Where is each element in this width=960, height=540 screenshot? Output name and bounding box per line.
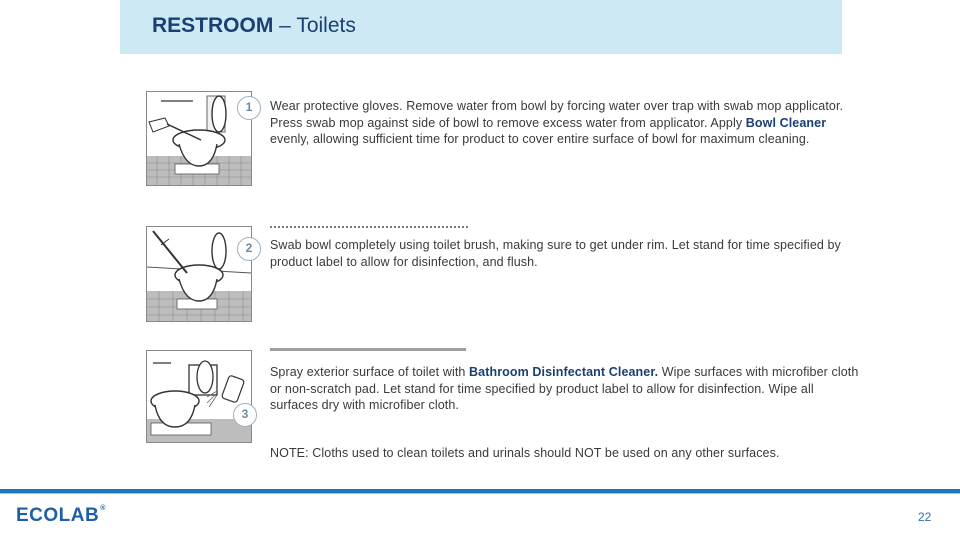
step-3-number-badge: 3: [233, 403, 257, 427]
step-3-text: [270, 364, 860, 414]
step-1-number-badge: 1: [237, 96, 261, 120]
step-1-text-b: evenly, allowing sufficient time for product to cover entire surface of bowl for maximum cleaning.: [270, 132, 810, 147]
step-3-illustration: [146, 350, 252, 443]
logo-text: ECOLAB: [16, 505, 100, 526]
page-number: 22: [918, 510, 932, 524]
toilet-spray-illustration: [147, 351, 251, 442]
step-separator-dotted: [270, 226, 468, 228]
page-title-rest: – Toilets: [273, 14, 356, 37]
toilet-mop-illustration: [147, 92, 251, 185]
step-3-product-name: Bathroom Disinfectant Cleaner.: [469, 365, 659, 379]
page-title-bold: RESTROOM: [152, 14, 274, 37]
step-separator-solid: [270, 348, 466, 351]
page-title: [152, 14, 356, 38]
note-text: NOTE: Cloths used to clean toilets and urinals should NOT be used on any other surfaces.: [270, 446, 780, 460]
ecolab-logo: [16, 505, 106, 527]
step-3-text-a: Spray exterior surface of toilet with: [270, 365, 470, 379]
step-1-text: [270, 98, 860, 148]
step-2-illustration: [146, 226, 252, 322]
toilet-brush-illustration: [147, 227, 251, 321]
step-1-illustration: [146, 91, 252, 186]
step-2-text: [270, 237, 860, 270]
footer-divider-light: [0, 493, 960, 494]
step-3-text-b: Wipe surfaces with microfiber cloth or non-scratch pad. Let stand for time specified by product label to allow for disinfection. Wipe all surfaces dry with microfiber cloth.: [270, 365, 859, 413]
step-2-number-badge: 2: [237, 237, 261, 261]
registered-mark: ®: [100, 505, 106, 512]
step-1-product-name: Bowl Cleaner: [745, 115, 827, 130]
step-2-text-a: Swab bowl completely using toilet brush, making sure to get under rim. Let stand for time specified by product label to allow for disinfection, and flush.: [270, 238, 841, 269]
step-1-text-a: Wear protective gloves. Remove water from bowl by forcing water over trap with swab mop applicator. Press swab mop against side of bowl to remove excess water from applicator. Apply: [270, 99, 844, 130]
